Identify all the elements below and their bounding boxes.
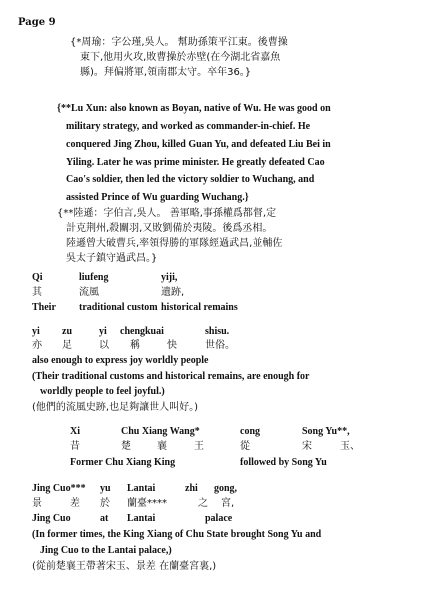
pinyin-word: zu: [62, 326, 72, 337]
english-word: Jing Cuo: [32, 513, 71, 524]
pinyin-word: Xi: [70, 426, 80, 437]
pinyin-word: cong: [240, 426, 260, 437]
note-line: assisted Prince of Wu guarding Wuchang.}: [66, 192, 249, 203]
chinese-word: 景: [32, 498, 42, 509]
english-word: palace: [205, 513, 233, 524]
chinese-word: 蘭臺****: [127, 498, 167, 509]
chinese-word: 足: [62, 340, 72, 351]
note-line: military strategy, and worked as commander-in-chief. He: [66, 121, 311, 132]
chinese-word: 差: [70, 498, 80, 509]
english-word: historical remains: [161, 302, 238, 313]
chinese-word: 宮,: [221, 498, 235, 509]
pinyin-word: liufeng: [79, 272, 109, 283]
note-line: {**Lu Xun: also known as Boyan, native of Wu. He was good on: [57, 103, 331, 114]
pinyin-word: yiji,: [161, 272, 178, 283]
pinyin-word: Qi: [32, 272, 43, 283]
english-gloss: also enough to express joy worldly people: [32, 355, 209, 366]
pinyin-word: Song Yu**,: [302, 426, 350, 437]
english-word: Lantai: [127, 513, 156, 524]
note-line: 吳太子鎮守過武昌。}: [66, 253, 158, 264]
chinese-word: 稱: [130, 340, 140, 351]
note-line: 計克荆州,殺關羽,又敗劉備於夷陵。後爲丞相。: [66, 223, 273, 234]
english-word: traditional custom: [79, 302, 158, 313]
chinese-word: 其: [32, 287, 42, 298]
pinyin-word: shisu.: [205, 326, 230, 337]
page-number: Page 9: [18, 17, 56, 28]
chinese-word: 王: [194, 441, 204, 452]
pinyin-word: Lantai: [127, 483, 156, 494]
chinese-word: 楚: [121, 441, 131, 452]
pinyin-word: zhi: [185, 483, 198, 494]
chinese-word: 亦: [32, 340, 42, 351]
english-word: Their: [32, 302, 56, 313]
note-line: Cao's soldier, then led the victory soldier to Wuchang, and: [66, 174, 315, 185]
translation-line: (In former times, the King Xiang of Chu State brought Song Yu and: [32, 529, 322, 540]
translation-line: worldly people to feel joyful.): [40, 386, 165, 397]
note-line: 陸遜曾大破曹兵,率領得勝的軍隊經過武昌,並輔佐: [66, 238, 283, 249]
pinyin-word: chengkuai: [120, 326, 164, 337]
note-line: conquered Jing Zhou, killed Guan Yu, and defeated Liu Bei in: [66, 139, 331, 150]
chinese-word: 於: [100, 498, 110, 509]
english-word: at: [100, 513, 109, 524]
pinyin-word: yi: [32, 326, 40, 337]
chinese-word: 之: [198, 498, 208, 509]
chinese-word: 宋: [302, 441, 312, 452]
pinyin-word: gong,: [214, 483, 238, 494]
pinyin-word: yi: [99, 326, 107, 337]
note-line: {**陸遜：字伯言,吳人。 善軍略,事孫權爲都督,定: [57, 208, 277, 219]
english-word: followed by Song Yu: [240, 457, 327, 468]
chinese-word: 世俗。: [205, 340, 235, 351]
chinese-translation: (從前楚襄王帶著宋玉、景差 在蘭臺宮裏,): [32, 561, 217, 572]
chinese-word: 以: [99, 340, 109, 351]
note-line: {*周瑜：字公瑾,吳人。 幫助孫策平江東。後曹操: [70, 37, 288, 48]
pinyin-word: Chu Xiang Wang*: [121, 426, 200, 437]
chinese-translation: (他們的流風史跡,也足夠讓世人叫好。): [32, 402, 198, 413]
pinyin-word: Jing Cuo***: [32, 483, 86, 494]
chinese-word: 玉、: [340, 441, 360, 452]
chinese-word: 快: [167, 340, 177, 351]
chinese-word: 流風: [79, 287, 99, 298]
note-line: Yiling. Later he was prime minister. He greatly defeated Cao: [66, 157, 325, 168]
note-line: 縣)。拜偏將軍,領南郡太守。卒年36。}: [80, 67, 252, 78]
chinese-word: 襄: [157, 441, 167, 452]
chinese-word: 從: [240, 441, 250, 452]
note-line: 東下,他用火攻,敗曹操於赤壁(在今湖北省嘉魚: [80, 52, 281, 63]
pinyin-word: yu: [100, 483, 111, 494]
chinese-word: 昔: [70, 441, 80, 452]
chinese-word: 遺跡,: [161, 287, 185, 298]
english-word: Former Chu Xiang King: [70, 457, 176, 468]
translation-line: (Their traditional customs and historical remains, are enough for: [32, 371, 310, 382]
translation-line: Jing Cuo to the Lantai palace,): [40, 545, 172, 556]
